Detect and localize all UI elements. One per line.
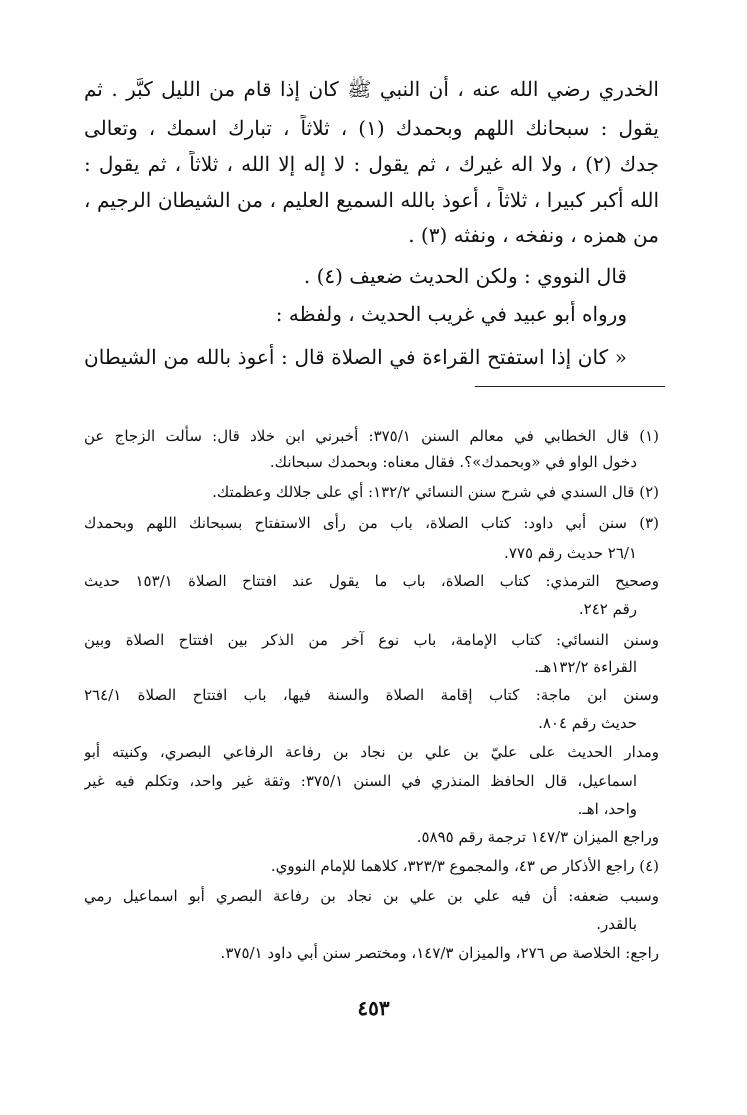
footnote-line: القراءة ١٣٢/٢هـ. [534, 658, 637, 676]
main-text-indented-line: ورواه أبو عبيد في غريب الحديث ، ولفظه : [275, 302, 627, 326]
footnote-line: اسماعيل، قال الحافظ المنذري في السنن ٣٧٥/١: وثقة غير واحد، وتكلم فيه غير [84, 772, 637, 790]
footnote-line: (١) قال الخطابي في معالم السنن ٣٧٥/١: أخبرني ابن خلاد قال: سألت الزجاج عن [84, 427, 659, 445]
footnote-line: راجع: الخلاصة ص ٢٧٦، والميزان ١٤٧/٣، ومختصر سنن أبي داود ٣٧٥/١. [220, 944, 659, 962]
footnote-line: (٢) قال السندي في شرح سنن النسائي ١٣٢/٢: أي على جلالك وعظمتك. [212, 483, 659, 501]
main-text-line: جدك (٢) ، ولا اله غيرك ، ثم يقول : لا إله إلا الله ، ثلاثاً ، ثم يقول : [84, 152, 659, 176]
footnote-line: حديث رقم ٨٠٤. [538, 714, 637, 732]
footnote-line: وراجع الميزان ١٤٧/٣ ترجمة رقم ٥٨٩٥. [416, 828, 659, 846]
footnote-line: وسبب ضعفه: أن فيه علي بن علي بن نجاد بن رفاعة البصري أبو اسماعيل رمي [84, 887, 659, 905]
footnote-line: بالقدر. [596, 915, 637, 933]
footnote-line: رقم ٢٤٢. [578, 600, 637, 618]
footnote-line: وسنن النسائي: كتاب الإمامة، باب نوع آخر من الذكر بين افتتاح الصلاة وبين [84, 631, 659, 649]
footnote-line: وصحيح الترمذي: كتاب الصلاة، باب ما يقول عند افتتاح الصلاة ١٥٣/١ حديث [84, 572, 659, 590]
footnote-line: (٣) سنن أبي داود: كتاب الصلاة، باب من رأى الاستفتاح بسبحانك اللهم وبحمدك [84, 514, 659, 532]
page-number: ٤٥٣ [357, 996, 390, 1020]
footnote-line: ٢٦/١ حديث رقم ٧٧٥. [504, 544, 637, 562]
footnote-line: وسنن ابن ماجة: كتاب إقامة الصلاة والسنة فيها، باب افتتاح الصلاة ٢٦٤/١ [84, 686, 659, 704]
main-text-indented-line: قال النووي : ولكن الحديث ضعيف (٤) . [303, 264, 627, 288]
footnote-separator [475, 386, 665, 387]
footnote-line: دخول الواو في «وبحمدك»؟. فقال معناه: وبحمدك سبحانك. [269, 453, 637, 471]
main-text-line: الله أكبر كبيرا ، ثلاثاً ، أعوذ بالله السميع العليم ، من الشيطان الرجيم ، [84, 188, 659, 212]
main-text-line: يقول : سبحانك اللهم وبحمدك (١) ، ثلاثاً ، تبارك اسمك ، وتعالى [84, 116, 659, 140]
main-text-indented-line: « كان إذا استفتح القراءة في الصلاة قال : أعوذ بالله من الشيطان [84, 345, 627, 369]
footnote-line: ومدار الحديث على عليّ بن علي بن نجاد بن رفاعة الرفاعي البصري، وكنيته أبو [84, 743, 659, 761]
main-text-line: الخدري رضي الله عنه ، أن النبي ﷺ كان إذا قام من الليل كبَّر . ثم [84, 77, 659, 101]
footnote-line: (٤) راجع الأذكار ص ٤٣، والمجموع ٣٢٣/٣، كلاهما للإمام النووي. [270, 857, 659, 875]
footnote-line: واحد، اهـ. [577, 800, 637, 818]
main-text-line: من همزه ، ونفخه ، ونفثه (٣) . [408, 223, 659, 247]
